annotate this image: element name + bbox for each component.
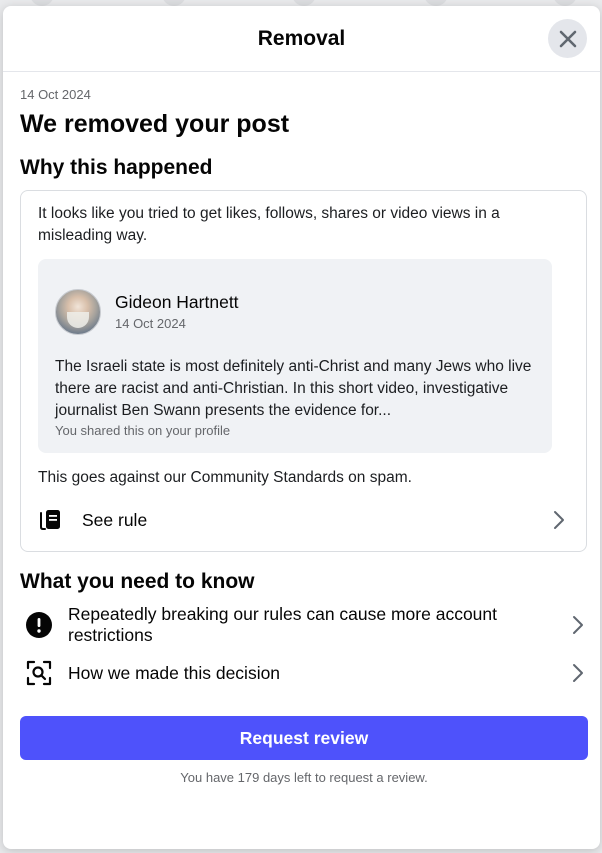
rulebook-icon bbox=[38, 509, 62, 531]
restrictions-info-item[interactable] bbox=[20, 604, 588, 646]
rulebook-icon-wrap bbox=[38, 509, 64, 531]
know-section-title: What you need to know bbox=[20, 570, 255, 593]
author-meta bbox=[115, 291, 239, 333]
scan-search-icon-wrap bbox=[20, 660, 58, 686]
chevron-right-icon bbox=[549, 510, 569, 530]
restrictions-info-label: Repeatedly breaking our rules can cause more account restrictions bbox=[68, 604, 497, 645]
close-icon bbox=[559, 30, 577, 48]
why-section-title: Why this happened bbox=[20, 156, 213, 179]
dialog-header bbox=[3, 6, 600, 72]
avatar-detail bbox=[67, 312, 89, 328]
dialog-title: Removal bbox=[257, 26, 346, 50]
post-date: 14 Oct 2024 bbox=[115, 316, 186, 331]
avatar bbox=[55, 289, 101, 335]
chevron-right-icon bbox=[568, 615, 588, 635]
post-shared-note: You shared this on your profile bbox=[55, 423, 231, 438]
post-author-row bbox=[55, 289, 535, 335]
decision-info-item[interactable] bbox=[20, 660, 588, 686]
review-days-left: You have 179 days left to request a review. bbox=[180, 770, 428, 785]
request-review-button[interactable]: Request review bbox=[20, 716, 588, 760]
scan-search-icon bbox=[26, 660, 52, 686]
chevron-right-icon bbox=[568, 663, 588, 683]
removal-headline: We removed your post bbox=[20, 110, 290, 138]
removal-date: 14 Oct 2024 bbox=[20, 87, 91, 102]
removal-dialog bbox=[3, 6, 600, 849]
post-text: The Israeli state is most definitely anti-Christ and many Jews who live there are racist and anti-Christian. In this short video, investigative journalist Ben Swann presents the evidence for... bbox=[55, 358, 532, 419]
exclamation-icon-wrap bbox=[20, 612, 58, 638]
reason-card bbox=[20, 190, 587, 552]
close-button[interactable] bbox=[548, 19, 587, 58]
reason-description: It looks like you tried to get likes, follows, shares or video views in a misleading way. bbox=[38, 205, 500, 244]
see-rule-button[interactable] bbox=[38, 493, 569, 547]
decision-info-label: How we made this decision bbox=[68, 662, 281, 683]
post-preview bbox=[38, 259, 552, 453]
community-standards-text: This goes against our Community Standards on spam. bbox=[38, 469, 412, 486]
see-rule-label: See rule bbox=[82, 509, 148, 530]
exclamation-icon bbox=[26, 612, 52, 638]
post-author-name: Gideon Hartnett bbox=[115, 292, 239, 312]
dialog-content bbox=[3, 87, 600, 785]
